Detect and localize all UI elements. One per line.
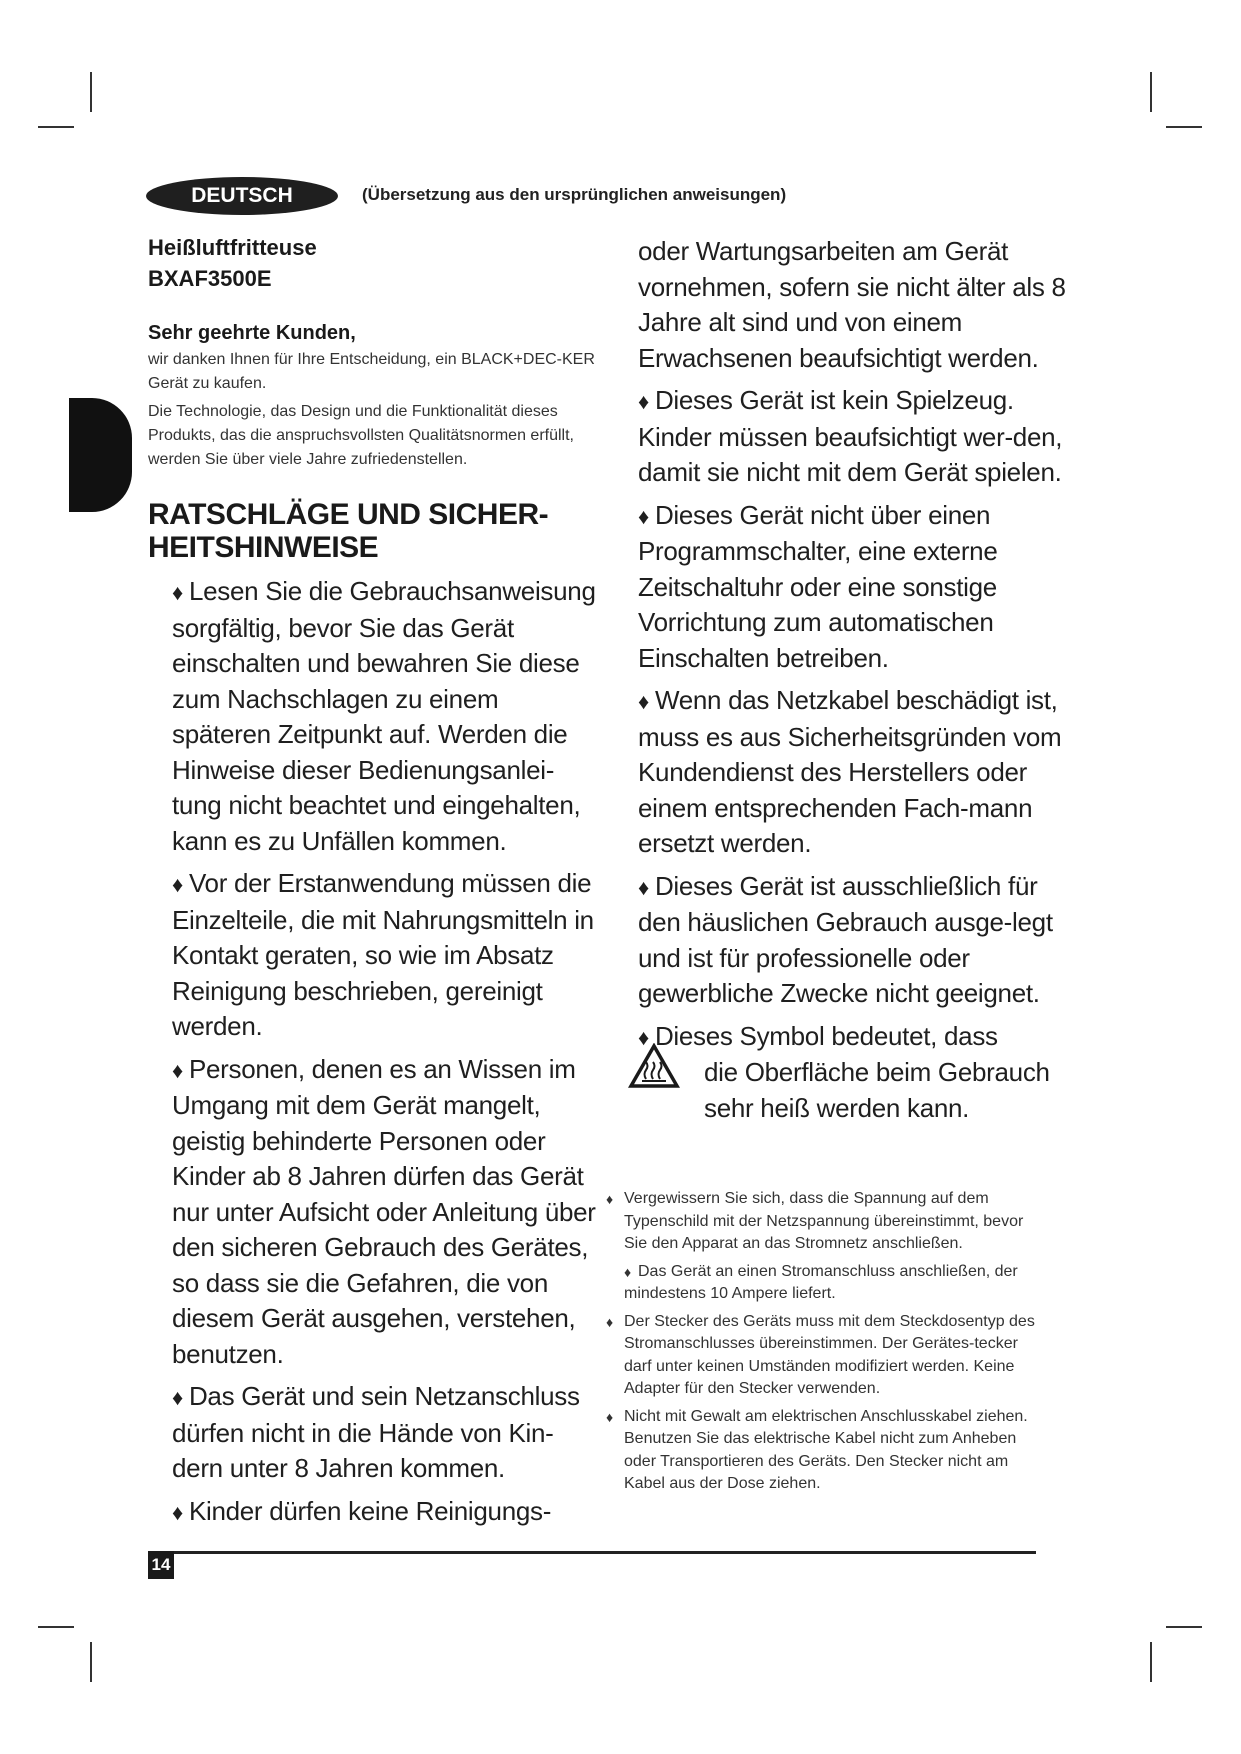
language-side-tab: [69, 398, 132, 512]
list-item: ♦ Wenn das Netzkabel beschädigt ist, muss es aus Sicherheitsgründen vom Kundendienst des Herstellers oder einem entsprechenden Fach-mann ersetzt werden.: [638, 685, 1062, 858]
translation-note: (Übersetzung aus den ursprünglichen anweisungen): [362, 185, 787, 204]
list-item: ♦ Kinder dürfen keine Reinigungs-: [172, 1495, 552, 1526]
diamond-bullet-icon: ♦: [606, 1313, 614, 1330]
diamond-bullet-icon: ♦: [638, 503, 649, 529]
list-item: ♦ Vergewissern Sie sich, dass die Spannung auf dem Typenschild mit der Netzspannung übereinstimmt, bevor Sie den Apparat an das Stromnetz anschließen.: [606, 1190, 1024, 1252]
language-badge: DEUTSCH: [146, 177, 338, 215]
hot-surface-warning-icon: [628, 1043, 680, 1089]
product-model: BXAF3500E: [148, 266, 272, 291]
list-item: ♦ Nicht mit Gewalt am elektrischen Anschlusskabel ziehen. Benutzen Sie das elektrische Kabel nicht zum Anheben oder Transportieren des Geräts. Den Stecker nicht am Kabel aus der Dose ziehen.: [606, 1407, 1028, 1492]
list-item: ♦ Dieses Gerät nicht über einen Programmschalter, eine externe Zeitschaltuhr oder eine sonstige Vorrichtung zum automatischen Einschalten betreiben.: [638, 499, 998, 673]
list-item: ♦ Dieses Gerät ist kein Spielzeug. Kinder müssen beaufsichtigt wer-den, damit sie nicht mit dem Gerät spielen.: [638, 385, 1063, 487]
footer-rule: [148, 1551, 1036, 1554]
safety-list-left: [148, 574, 598, 1530]
electrical-safety-list: [606, 1188, 1046, 1501]
diamond-bullet-icon: ♦: [638, 389, 649, 414]
diamond-bullet-icon: ♦: [638, 1024, 649, 1050]
crop-mark: [38, 1626, 74, 1628]
list-item: ♦ Dieses Gerät ist ausschließlich für den häuslichen Gebrauch ausge-legt und ist für professionelle oder gewerbliche Zwecke nicht geeignet.: [638, 870, 1053, 1008]
list-item: ♦ Vor der Erstanwendung müssen die Einzelteile, die mit Nahrungsmitteln in Kontakt geraten, so wie im Absatz Reinigung beschrieben, gereinigt werden.: [172, 868, 594, 1041]
diamond-bullet-icon: ♦: [638, 689, 649, 714]
crop-mark: [1150, 72, 1152, 112]
left-column: [148, 232, 598, 1537]
safety-list-right: [638, 383, 1068, 1126]
list-item: ♦ Personen, denen es an Wissen im Umgang mit dem Gerät mangelt, geistig behinderte Personen oder Kinder ab 8 Jahren dürfen das Gerät nur unter Aufsicht oder Anleitung über den sicheren Gebrauch des Gerätes, so dass sie die Gefahren, die von diesem Gerät ausgehen, verstehen, benutzen.: [172, 1053, 596, 1369]
list-item: ♦ Das Gerät an einen Stromanschluss anschließen, der mindestens 10 Ampere liefert.: [624, 1262, 1018, 1302]
diamond-bullet-icon: ♦: [172, 1057, 183, 1083]
list-item: ♦ Der Stecker des Geräts muss mit dem Steckdosentyp des Stromanschlusses übereinstimmen. Der Gerätes-tecker darf unter keinen Umständen modifiziert werden. Keine Adapter für den Stecker verwenden.: [606, 1312, 1035, 1397]
diamond-bullet-icon: ♦: [172, 872, 183, 897]
crop-mark: [38, 126, 74, 128]
intro-paragraph: Die Technologie, das Design und die Funktionalität dieses Produkts, das die anspruchsvollsten Qualitätsnormen erfüllt, werden Sie über viele Jahre zufriedenstellen.: [148, 403, 574, 468]
crop-mark: [90, 72, 92, 112]
intro-paragraph: wir danken Ihnen für Ihre Entscheidung, ein BLACK+DEC-KER Gerät zu kaufen.: [148, 351, 595, 392]
crop-mark: [90, 1642, 92, 1682]
list-item: ♦ Das Gerät und sein Netzanschluss dürfen nicht in die Hände von Kin-dern unter 8 Jahren kommen.: [172, 1381, 580, 1483]
right-column: [638, 234, 1068, 1133]
page-number: 14: [148, 1551, 174, 1579]
hot-surface-item: ♦ Dieses Symbol bedeutet, dass die Oberfläche beim Gebrauch sehr heiß werden kann.: [638, 1019, 1068, 1127]
continued-text: oder Wartungsarbeiten am Gerät vornehmen, sofern sie nicht älter als 8 Jahre alt sind und von einem Erwachsenen beaufsichtigt werden.: [638, 236, 1066, 373]
diamond-bullet-icon: ♦: [606, 1191, 614, 1207]
product-name: Heißluftfritteuse: [148, 235, 317, 260]
diamond-bullet-icon: ♦: [172, 580, 183, 605]
crop-mark: [1166, 1626, 1202, 1628]
section-heading: RATSCHLÄGE UND SICHER-HEITSHINWEISE: [148, 498, 549, 564]
crop-mark: [1166, 126, 1202, 128]
diamond-bullet-icon: ♦: [606, 1408, 614, 1425]
diamond-bullet-icon: ♦: [172, 1499, 183, 1525]
diamond-bullet-icon: ♦: [624, 1263, 632, 1280]
diamond-bullet-icon: ♦: [172, 1385, 183, 1410]
crop-mark: [1150, 1642, 1152, 1682]
diamond-bullet-icon: ♦: [638, 874, 649, 900]
list-item: ♦ Lesen Sie die Gebrauchsanweisung sorgfältig, bevor Sie das Gerät einschalten und bewahren Sie diese zum Nachschlagen zu einem späteren Zeitpunkt auf. Werden die Hinweise dieser Bedienungsanlei-tung nicht beachtet und eingehalten, kann es zu Unfällen kommen.: [172, 576, 596, 856]
greeting: Sehr geehrte Kunden,: [148, 322, 356, 344]
